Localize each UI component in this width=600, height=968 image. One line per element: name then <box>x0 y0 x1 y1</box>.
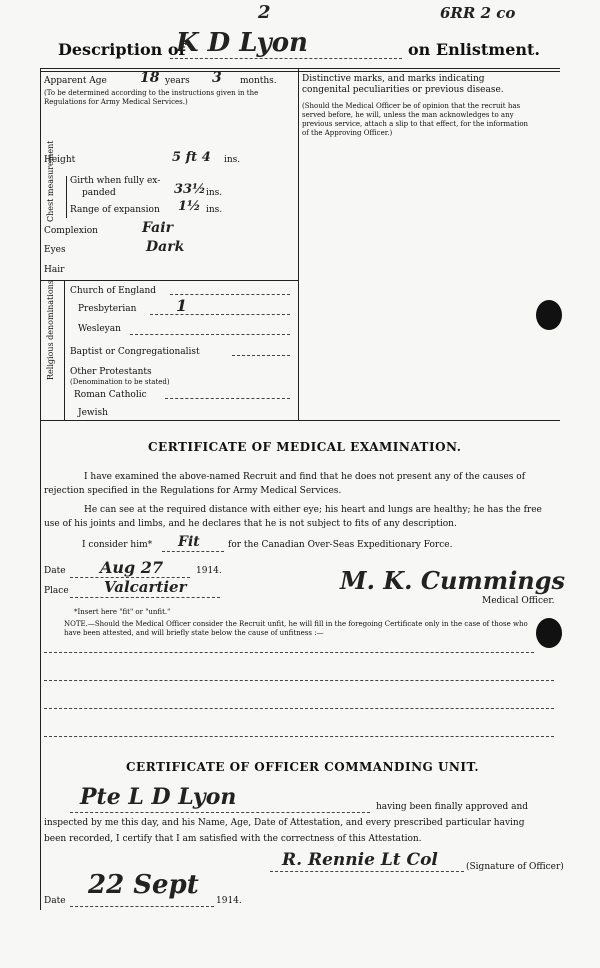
religion-line-2 <box>150 314 290 315</box>
religion-line-1 <box>170 294 290 295</box>
medical-year: 1914. <box>196 566 222 576</box>
girth-unit: ins. <box>206 188 223 198</box>
title-prefix: Description of <box>58 40 186 59</box>
unfit-line-4 <box>44 736 554 737</box>
age-years: 18 <box>140 70 160 86</box>
religion-line-3 <box>130 334 290 335</box>
medical-place-line <box>70 597 220 598</box>
presbyterian-mark: 1 <box>176 296 188 315</box>
range-label: Range of expansion <box>70 205 160 215</box>
commanding-name: Pte L D Lyon <box>80 784 237 810</box>
age-years-label: years <box>165 76 190 86</box>
consider-prefix: I consider him* <box>82 540 153 550</box>
unfit-line-1 <box>44 652 534 653</box>
unfit-line-3 <box>44 708 554 709</box>
header-mark: 2 <box>258 2 271 23</box>
medical-para-2: He can see at the required distance with either eye; his heart and lungs are healthy; he has the free use of his joints and limbs, and he declares that he is not subject to fits of any description. <box>44 505 542 529</box>
medical-footnote: *Insert here "fit" or "unfit." <box>74 608 171 616</box>
medical-officer-signature: M. K. Cummings <box>340 566 566 595</box>
medical-heading: CERTIFICATE OF MEDICAL EXAMINATION. <box>148 440 462 454</box>
eyes-label: Eyes <box>44 245 66 255</box>
distinctive-marks-note: (Should the Medical Officer be of opinion that the recruit has served before, he will, unless the man acknowledges to any previous service, attach a slip to that effect, for the information of the Approving Officer.) <box>302 102 529 137</box>
title-dotted-line <box>170 58 402 59</box>
medical-date-value: Aug 27 <box>100 558 164 577</box>
religion-other-protestants: Other Protestants <box>70 367 152 377</box>
commanding-heading: CERTIFICATE OF OFFICER COMMANDING UNIT. <box>126 760 480 774</box>
medical-officer-label: Medical Officer. <box>482 596 555 606</box>
chest-bracket <box>66 176 67 218</box>
chest-side-label: Chest measurement <box>46 140 55 222</box>
medical-note: NOTE.—Should the Medical Officer consider the Recruit unfit, he will fill in the foregoing Certificate only in the case of those who have been attested, and will briefly state below the cause of unfitness :— <box>64 620 528 637</box>
recruit-name: K D Lyon <box>176 28 308 58</box>
frame-left <box>40 68 41 910</box>
age-months-label: months. <box>240 76 277 86</box>
eyes-value: Dark <box>146 239 185 255</box>
commanding-year: 1914. <box>216 896 242 906</box>
range-value: 1½ <box>178 199 201 214</box>
commanding-date-line <box>70 906 214 907</box>
frame-middle <box>298 68 299 420</box>
religion-side-label: Religious denominations <box>46 280 55 380</box>
height-unit: ins. <box>224 155 241 165</box>
consider-value: Fit <box>178 534 200 550</box>
religion-divider <box>64 280 65 420</box>
medical-place-value: Valcartier <box>104 578 187 596</box>
commanding-date-value: 22 Sept <box>88 870 199 900</box>
religion-wesleyan: Wesleyan <box>78 324 121 334</box>
complexion-label: Complexion <box>44 226 98 236</box>
range-unit: ins. <box>206 205 223 215</box>
commanding-signature-label: (Signature of Officer) <box>466 862 564 872</box>
height-value: 5 ft 4 <box>172 150 211 165</box>
religion-other-note: (Denomination to be stated) <box>70 378 170 386</box>
distinctive-marks-label: Distinctive marks, and marks indicating congenital peculiarities or previous disease. <box>302 74 504 95</box>
commanding-text-3: been recorded, I certify that I am satisfied with the correctness of this Attestation. <box>44 834 422 844</box>
age-label: Apparent Age <box>44 76 107 86</box>
commanding-text-2: inspected by me this day, and his Name, Age, Date of Attestation, and every prescribed particular having <box>44 818 525 828</box>
religion-jewish: Jewish <box>78 408 108 418</box>
religion-top <box>40 280 298 281</box>
girth-label-1: Girth when fully ex- <box>70 176 161 186</box>
commanding-date-label: Date <box>44 896 66 906</box>
girth-label-2: panded <box>82 188 116 198</box>
commanding-signature-line <box>270 871 464 872</box>
religion-roman-catholic: Roman Catholic <box>74 390 147 400</box>
hair-label: Hair <box>44 265 65 275</box>
age-months: 3 <box>212 70 222 86</box>
religion-presbyterian: Presbyterian <box>78 304 137 314</box>
frame-top <box>40 68 560 69</box>
commanding-signature: R. Rennie Lt Col <box>282 850 438 870</box>
top-note: 6RR 2 co <box>440 4 516 22</box>
unfit-line-2 <box>44 680 554 681</box>
commanding-text-1: having been finally approved and <box>376 802 529 812</box>
medical-place-label: Place <box>44 586 69 596</box>
medical-date-label: Date <box>44 566 66 576</box>
age-note: (To be determined according to the instructions given in the Regulations for Army Medical Services.) <box>44 89 259 106</box>
punch-hole-top <box>536 300 562 330</box>
religion-line-5 <box>165 398 290 399</box>
height-label: Height <box>44 155 76 165</box>
medical-para-1: I have examined the above-named Recruit and find that he does not present any of the causes of rejection specified in the Regulations for Army Medical Services. <box>44 472 526 496</box>
title-suffix: on Enlistment. <box>408 40 540 59</box>
consider-line <box>162 551 224 552</box>
frame-top-2 <box>40 71 560 72</box>
religion-baptist: Baptist or Congregationalist <box>70 347 200 357</box>
complexion-value: Fair <box>142 220 173 236</box>
girth-value: 33½ <box>174 182 206 197</box>
frame-mid-horizontal <box>40 420 560 421</box>
commanding-name-line <box>70 812 370 813</box>
religion-church-of-england: Church of England <box>70 286 157 296</box>
consider-suffix: for the Canadian Over-Seas Expeditionary Force. <box>228 540 453 550</box>
religion-line-4 <box>232 355 290 356</box>
